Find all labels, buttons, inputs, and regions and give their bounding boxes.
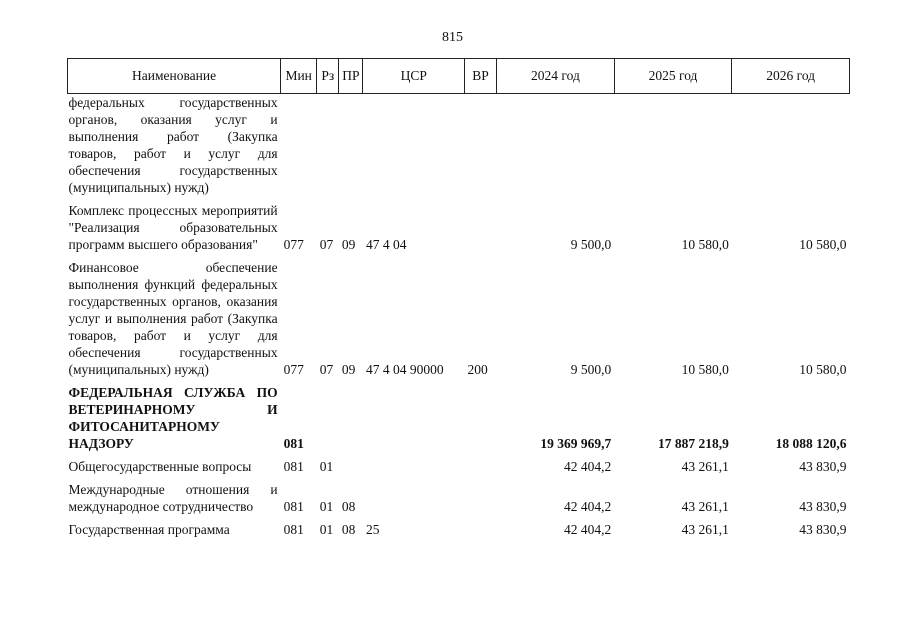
row-vr bbox=[464, 199, 496, 256]
row-name: Международные отношения и международное сотрудничество bbox=[68, 482, 278, 514]
header-2026: 2026 год bbox=[732, 59, 850, 94]
header-min: Мин bbox=[281, 59, 317, 94]
row-name: Государственная программа bbox=[68, 522, 230, 537]
row-min: 077 bbox=[283, 362, 304, 377]
row-csr bbox=[363, 478, 465, 518]
row-2026: 10 580,0 bbox=[799, 237, 847, 252]
row-min: 081 bbox=[283, 436, 304, 451]
header-rz: Рз bbox=[317, 59, 339, 94]
row-name: ФЕДЕРАЛЬНАЯ СЛУЖБА ПО ВЕТЕРИНАРНОМУ И ФИТОСАНИТАРНОМУ НАДЗОРУ bbox=[68, 385, 278, 451]
header-2025: 2025 год bbox=[614, 59, 732, 94]
row-2025: 43 261,1 bbox=[681, 499, 729, 514]
row-2025: 43 261,1 bbox=[681, 459, 729, 474]
row-rz: 01 bbox=[319, 499, 334, 514]
row-csr: 47 4 04 bbox=[365, 237, 407, 252]
table-row bbox=[68, 455, 850, 478]
row-pr bbox=[339, 94, 363, 200]
row-2026: 18 088 120,6 bbox=[775, 436, 847, 451]
row-rz: 01 bbox=[319, 459, 334, 474]
row-csr bbox=[363, 381, 465, 455]
row-vr bbox=[464, 478, 496, 518]
row-2024: 42 404,2 bbox=[563, 459, 612, 474]
row-2025: 17 887 218,9 bbox=[657, 436, 729, 451]
row-2026: 43 830,9 bbox=[799, 499, 847, 514]
table-row bbox=[68, 381, 850, 455]
table-row bbox=[68, 94, 850, 200]
row-pr bbox=[339, 381, 363, 455]
row-pr: 09 bbox=[341, 362, 356, 377]
row-min: 081 bbox=[283, 499, 304, 514]
row-name: Общегосударственные вопросы bbox=[68, 459, 252, 474]
row-rz: 07 bbox=[319, 362, 334, 377]
row-vr bbox=[464, 94, 496, 200]
row-rz: 01 bbox=[319, 522, 334, 537]
row-min: 081 bbox=[283, 522, 304, 537]
row-2024: 9 500,0 bbox=[570, 237, 612, 252]
row-csr: 25 bbox=[365, 522, 380, 537]
row-name: федеральных государственных органов, оказания услуг и выполнения работ (Закупка товаров, работ и услуг для обеспечения государственных (муниципальных) нужд) bbox=[68, 95, 278, 195]
row-vr bbox=[464, 381, 496, 455]
row-2026: 10 580,0 bbox=[799, 362, 847, 377]
header-name: Наименование bbox=[68, 59, 281, 94]
row-rz bbox=[317, 381, 339, 455]
row-rz: 07 bbox=[319, 237, 334, 252]
row-2024: 42 404,2 bbox=[563, 522, 612, 537]
row-min: 077 bbox=[283, 237, 304, 252]
header-pr: ПР bbox=[339, 59, 363, 94]
row-pr: 08 bbox=[341, 499, 356, 514]
table-row bbox=[68, 518, 850, 538]
row-2026: 43 830,9 bbox=[799, 522, 847, 537]
row-2025: 10 580,0 bbox=[681, 362, 729, 377]
header-vr: ВР bbox=[464, 59, 496, 94]
row-2025: 43 261,1 bbox=[681, 522, 729, 537]
row-2024 bbox=[497, 94, 615, 200]
page-number: 815 bbox=[442, 30, 463, 45]
row-min bbox=[281, 94, 317, 200]
table-row bbox=[68, 199, 850, 256]
row-rz bbox=[317, 94, 339, 200]
row-2024: 19 369 969,7 bbox=[540, 436, 612, 451]
budget-table bbox=[67, 58, 850, 538]
row-vr: 200 bbox=[467, 362, 488, 377]
row-csr bbox=[363, 455, 465, 478]
header-csr: ЦСР bbox=[363, 59, 465, 94]
header-2024: 2024 год bbox=[497, 59, 615, 94]
row-min: 081 bbox=[283, 459, 304, 474]
row-csr bbox=[363, 94, 465, 200]
row-vr bbox=[464, 518, 496, 538]
row-2026: 43 830,9 bbox=[799, 459, 847, 474]
row-2026 bbox=[732, 94, 850, 200]
table-row bbox=[68, 478, 850, 518]
row-pr: 08 bbox=[341, 522, 356, 537]
row-name: Финансовое обеспечение выполнения функций федеральных государственных органов, оказания услуг и выполнения работ (Закупка товаров, работ и услуг для обеспечения государственных (муниципальных) нужд) bbox=[68, 260, 278, 377]
row-vr bbox=[464, 455, 496, 478]
table-header bbox=[68, 59, 850, 94]
row-pr bbox=[339, 455, 363, 478]
row-2025: 10 580,0 bbox=[681, 237, 729, 252]
row-csr: 47 4 04 90000 bbox=[365, 362, 444, 377]
row-2025 bbox=[614, 94, 732, 200]
row-name: Комплекс процессных мероприятий "Реализация образовательных программ высшего образования" bbox=[68, 203, 278, 252]
table-row bbox=[68, 256, 850, 381]
row-2024: 42 404,2 bbox=[563, 499, 612, 514]
row-2024: 9 500,0 bbox=[570, 362, 612, 377]
row-pr: 09 bbox=[341, 237, 356, 252]
